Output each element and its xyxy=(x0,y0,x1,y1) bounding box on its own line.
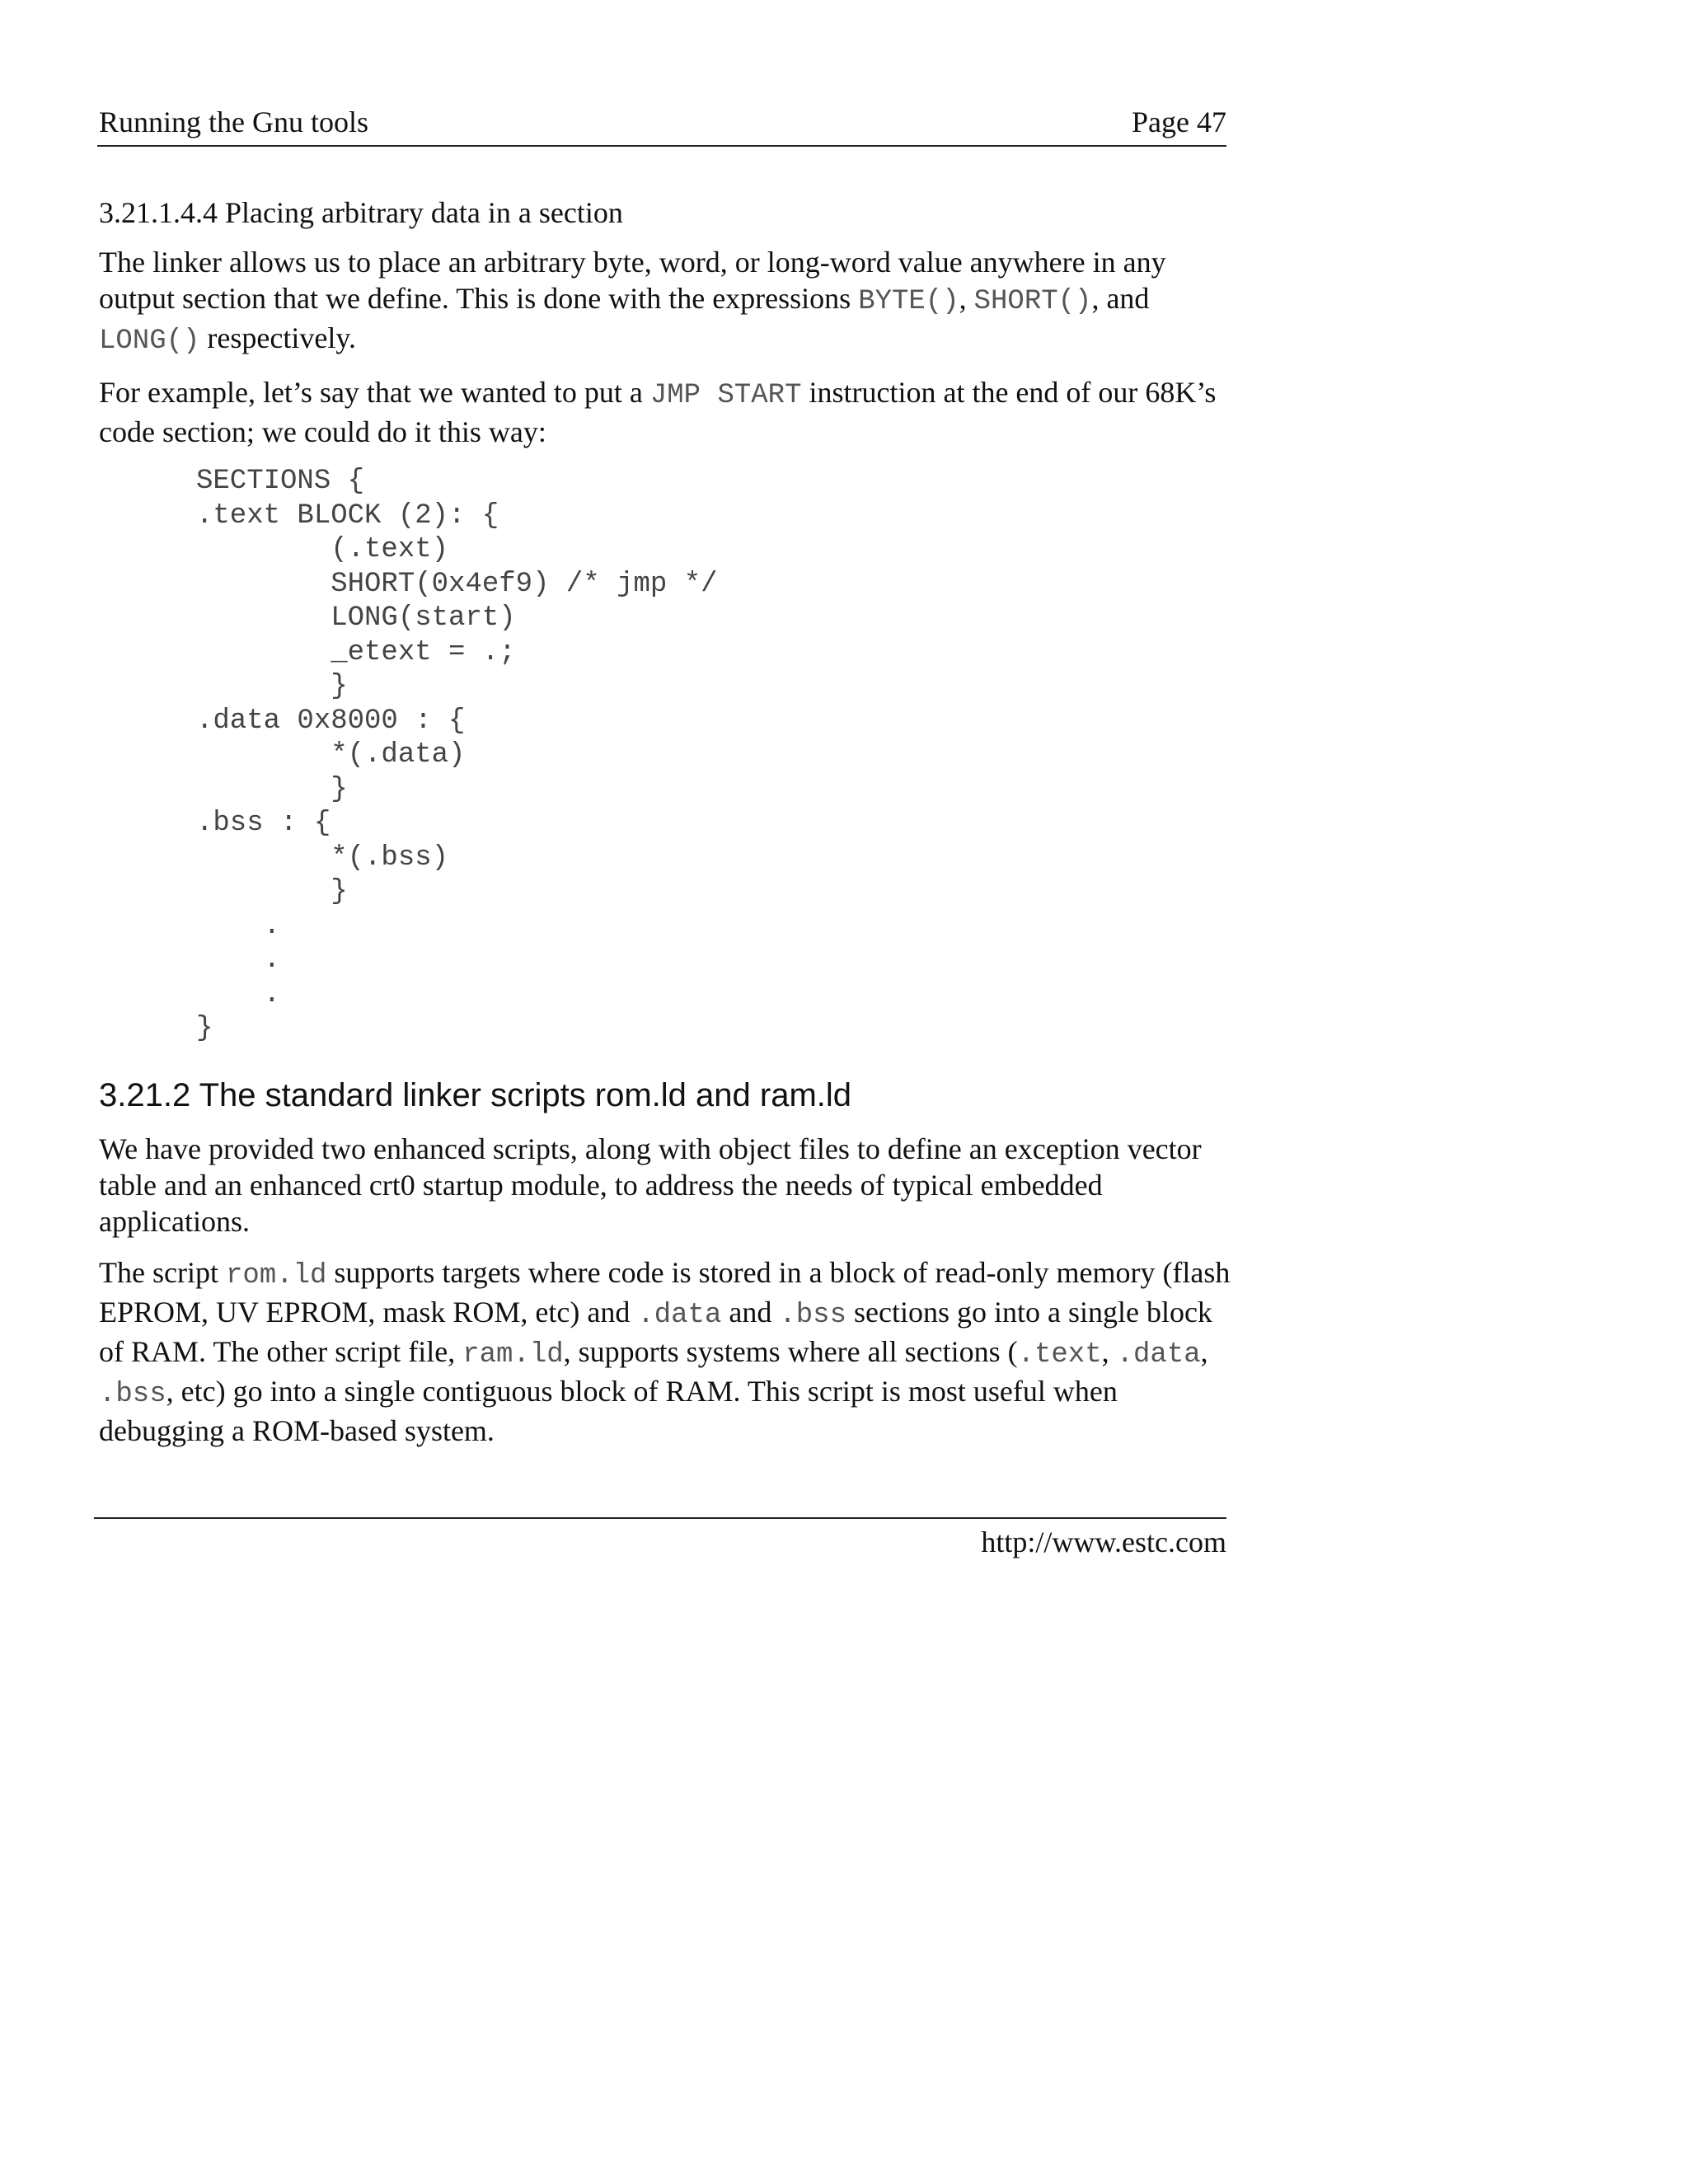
code-byte: BYTE() xyxy=(858,286,959,317)
code-rom-ld: rom.ld xyxy=(225,1259,327,1291)
text-run: The linker allows us to place an arbitrary byte, word, or long-word value anywhere in any output section that we define. This is done with the expressions xyxy=(99,246,1166,315)
code-long: LONG() xyxy=(99,326,200,357)
page-content xyxy=(99,188,1236,1464)
text-run: , xyxy=(1200,1334,1208,1368)
code-jmp-start: JMP START xyxy=(649,380,802,411)
text-run: The script xyxy=(99,1255,226,1289)
footer-url: http://www.estc.com xyxy=(981,1526,1226,1558)
header-title: Running the Gnu tools xyxy=(99,105,369,138)
paragraph-linker-expressions xyxy=(99,244,1236,359)
text-run: supports targets where code is stored in a block of read-only memory (flash EPROM, UV EPROM, mask ROM, etc) and xyxy=(99,1255,1231,1329)
text-run: , supports systems where all sections ( xyxy=(563,1334,1018,1368)
text-run: , xyxy=(1101,1334,1117,1368)
subsection-heading: 3.21.1.4.4 Placing arbitrary data in a section xyxy=(99,196,623,229)
page-number: Page 47 xyxy=(1132,105,1226,138)
code-data: .data xyxy=(637,1299,722,1331)
paragraph-enhanced-scripts: We have provided two enhanced scripts, along with object files to define an exception vector table and an enhanced crt0 startup module, to address the needs of typical embedded applications. xyxy=(99,1132,1202,1238)
text-run: , etc) go into a single contiguous block of RAM. This script is most useful when debugging a ROM-based system. xyxy=(99,1374,1118,1447)
text-run: instruction at the end of our 68K’s code section; we could do it this way: xyxy=(99,376,1217,448)
code-data: .data xyxy=(1116,1338,1201,1371)
code-short: SHORT() xyxy=(973,286,1092,317)
text-run: , and xyxy=(1091,282,1150,315)
code-bss: .bss xyxy=(779,1299,846,1331)
paragraph-rom-ram-scripts xyxy=(99,1254,1236,1449)
text-run: and xyxy=(721,1295,780,1329)
code-bss: .bss xyxy=(99,1378,166,1410)
linker-script-code-block: SECTIONS { .text BLOCK (2): { (.text) SHORT(0x4ef9) /* jmp */ LONG(start) _etext = .; } .data 0x8000 : { *(.data) } .bss : { *(.bss) } . . . } xyxy=(196,466,718,1044)
text-run: sections go into a single block of RAM. The other script file, xyxy=(99,1295,1212,1368)
paragraph-example xyxy=(99,374,1236,450)
section-heading: 3.21.2 The standard linker scripts rom.ld and ram.ld xyxy=(99,1076,852,1113)
page-footer xyxy=(94,1517,1226,1558)
page-header xyxy=(97,101,1226,147)
text-run: For example, let’s say that we wanted to put a xyxy=(99,376,650,409)
text-run: , xyxy=(959,282,974,315)
text-run: respectively. xyxy=(199,321,357,354)
code-text: .text xyxy=(1017,1338,1102,1371)
code-ram-ld: ram.ld xyxy=(462,1338,564,1371)
